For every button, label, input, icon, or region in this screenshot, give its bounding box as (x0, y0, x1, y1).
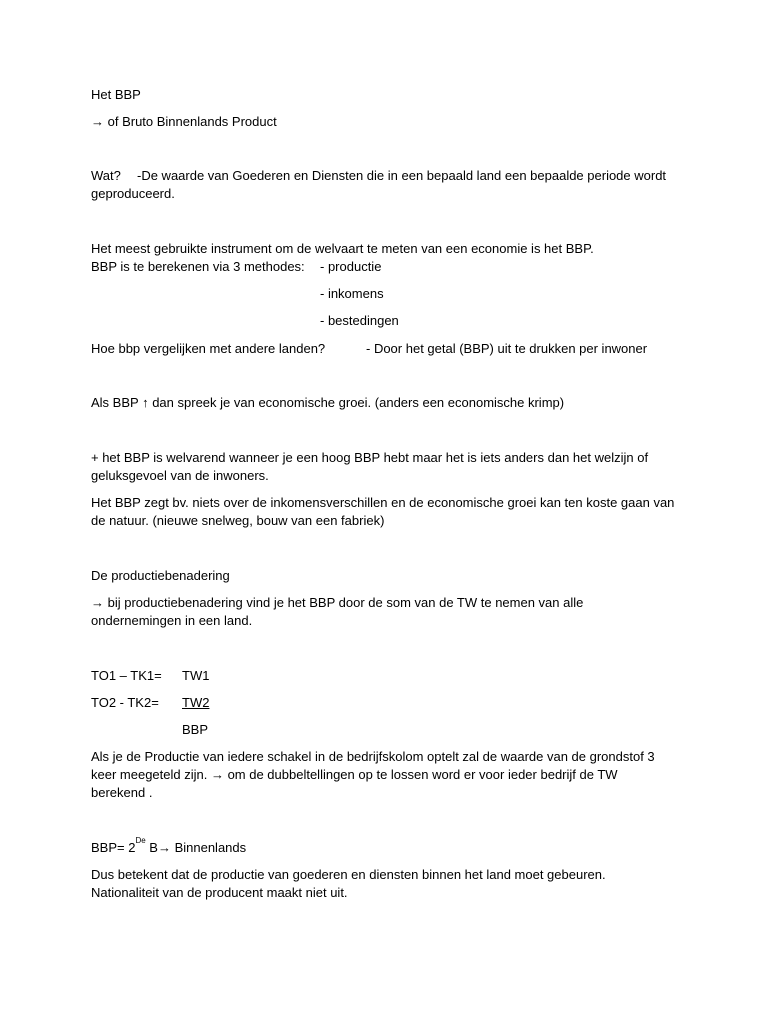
bv-text-1: Het BBP zegt bv. niets over de inkomensverschillen en de economische groei kan ten koste gaan van (91, 495, 675, 510)
arrow-up-icon: ↑ (142, 395, 149, 410)
section-heading-productie: De productiebenadering (91, 568, 230, 583)
bbp2-pre: BBP= 2 (91, 840, 136, 855)
dus-text-2: Nationaliteit van de producent maakt niet uit. (91, 885, 348, 900)
prod-text-1: → bij productiebenadering vind je het BBP door de som van de TW te nemen van alle (91, 595, 584, 610)
wat-text-cont: geproduceerd. (91, 186, 175, 201)
dus-text-1: Dus betekent dat de productie van goederen en diensten binnen het land moet gebeuren. (91, 867, 606, 882)
growth-pre: Als BBP (91, 395, 139, 410)
method-item: - productie (320, 259, 382, 274)
instrument-text: Het meest gebruikte instrument om de welvaart te meten van een economie is het BBP. (91, 241, 594, 256)
wat-text: -De waarde van Goederen en Diensten die in een bepaald land een bepaalde periode wordt (137, 168, 667, 183)
methods-intro: BBP is te berekenen via 3 methodes: (91, 259, 305, 274)
equation-left: TO2 - TK2= (91, 695, 159, 710)
plus-text-2: geluksgevoel van de inwoners. (91, 468, 269, 483)
bv-text-2: de natuur. (nieuwe snelweg, bouw van een fabriek) (91, 513, 385, 528)
wat-label: Wat? (91, 168, 121, 183)
compare-question: Hoe bbp vergelijken met andere landen? (91, 341, 326, 356)
growth-line (91, 394, 681, 412)
equation-total: BBP (182, 722, 209, 737)
kolom-text-2: keer meegeteld zijn. → om de dubbeltellingen op te lossen word er voor ieder bedrijf de TW (91, 767, 618, 782)
doc-title: Het BBP (91, 87, 141, 102)
equation-row-1 (91, 667, 681, 685)
compare-answer: - Door het getal (BBP) uit te drukken per inwoner (366, 341, 648, 356)
bbp2-sup: De (135, 836, 146, 845)
compare-line (91, 340, 681, 358)
kolom-text-3: berekend . (91, 785, 153, 800)
methods-line (91, 258, 681, 276)
bbp2-post: B→ Binnenlands (145, 840, 247, 855)
kolom-text-1: Als je de Productie van iedere schakel in de bedrijfskolom optelt zal de waarde van de grondstof 3 (91, 749, 655, 764)
equation-right: TW2 (182, 695, 210, 710)
wat-line (91, 167, 681, 185)
prod-text-2: ondernemingen in een land. (91, 613, 253, 628)
doc-subtitle: → of Bruto Binnenlands Product (91, 114, 277, 129)
growth-post: dan spreek je van economische groei. (anders een economische krimp) (152, 395, 565, 410)
bbp-binnenlands-line (91, 836, 681, 857)
method-item: - bestedingen (320, 313, 399, 328)
equation-right: TW1 (182, 668, 210, 683)
equation-left: TO1 – TK1= (91, 668, 162, 683)
method-item: - inkomens (320, 286, 384, 301)
equation-row-2 (91, 694, 681, 712)
plus-text-1: + het BBP is welvarend wanneer je een hoog BBP hebt maar het is iets anders dan het welzijn of (91, 450, 649, 465)
